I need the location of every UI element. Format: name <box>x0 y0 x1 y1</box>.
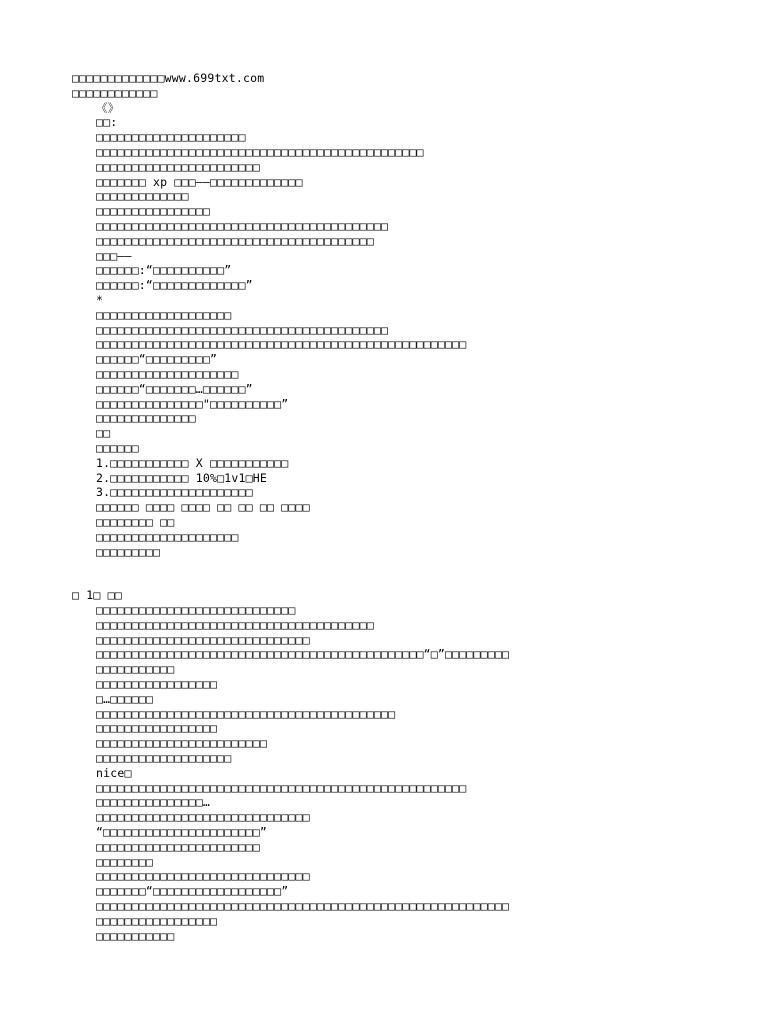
chapter-line: □□□□□□□□□□□ <box>96 928 175 943</box>
chapter-line: nice□ <box>96 765 132 780</box>
chapter-line: □□□□□□□□□□□□□□□□□□□□□□□ <box>96 839 260 854</box>
chapter-line: “□□□□□□□□□□□□□□□□□□□□□□” <box>96 825 267 840</box>
chapter-line: □□□□□□□□□□□□□□□□□□□□□□□□□□□□ <box>96 603 296 618</box>
chapter-line: □□□□□□□□□□□□□□□□□□□□□□□□□□□□□□□□□□□□□□□ <box>96 617 374 632</box>
chapter-line: □□□□□□□□□□□□□□□□□□□□□□□□□□□□□□ <box>96 632 310 647</box>
chapter-title: □ 1□ □□ <box>72 588 122 603</box>
chapter-line: □□□□□□□□□□□□□□□□□ <box>96 721 218 736</box>
intro-line: □□□□□□□□□□□□□□□□□□□□□□□□□□□□□□□□□□□□□□□□□ <box>96 218 389 233</box>
chapter-line: □□□□□□□□□□□□□□□□□□□□□□□□ <box>96 736 267 751</box>
intro-line: 1.□□□□□□□□□□□ X □□□□□□□□□□□ <box>96 455 289 470</box>
intro-line: □□□—— <box>96 248 132 263</box>
chapter-line: □□□□□□□□□□□□□□□□□ <box>96 913 218 928</box>
chapter-line: □…□□□□□□ <box>96 691 153 706</box>
chapter-body <box>72 603 762 943</box>
intro-line: □□□□□□:“□□□□□□□□□□” <box>96 263 232 278</box>
chapter-line: □□□□□□□□ <box>96 854 153 869</box>
intro-line: □□□□□□ □□□□ □□□□ □□ □□ □□ □□□□ <box>96 500 310 515</box>
intro-line: □□□□□□“□□□□□□□□□” <box>96 352 218 367</box>
chapter-line: □□□□□□□□□□□□□□□□□□□□□□□□□□□□□□ <box>96 869 310 884</box>
chapter-line: □□□□□□□□□□□□□□□□□□□□□□□□□□□□□□□□□□□□□□□□□□ <box>96 706 396 721</box>
intro-line: □□: <box>96 115 118 130</box>
chapter-line: □□□□□□□□□□□ <box>96 662 175 677</box>
chapter-line: □□□□□□□□□□□□□□□□□□□□□□□□□□□□□□ <box>96 810 310 825</box>
intro-line: □□□□□□“□□□□□□□…□□□□□□” <box>96 381 253 396</box>
intro-line: 《》 <box>96 100 120 115</box>
intro-line: □□□□□□:“□□□□□□□□□□□□□” <box>96 278 253 293</box>
intro-line: □□□□□□□□□□□□□□□□□□□□ <box>96 529 239 544</box>
chapter-line: □□□□□□□□□□□□□□□□□ <box>96 677 218 692</box>
intro-line: □□□□□□□□□□□□□□□□ <box>96 204 210 219</box>
intro-line: □□□□□□ <box>96 440 139 455</box>
intro-line: □□□□□□□□□□□□□□□"□□□□□□□□□□” <box>96 396 289 411</box>
document-page <box>72 71 762 943</box>
header-line: □□□□□□□□□□□□ <box>72 85 158 100</box>
chapter-line: □□□□□□□□□□□□□□□□□□□□□□□□□□□□□□□□□□□□□□□□□□□□□□“□”□□□□□□□□□ <box>96 647 510 662</box>
intro-line: 2.□□□□□□□□□□□ 10%□1v1□HE <box>96 470 267 485</box>
intro-line: □□□□□□□□□□□□□□□□□□□□□□□ <box>96 159 260 174</box>
intro-line: * <box>96 292 104 307</box>
header-line: □□□□□□□□□□□□□www.699txt.com <box>72 71 265 85</box>
chapter-line: □□□□□□□□□□□□□□□□□□□ <box>96 751 232 766</box>
section-gap <box>72 559 762 588</box>
intro-line: □□□□□□□□□□□□□ <box>96 189 189 204</box>
intro-line: □□□□□□□□□□□□□□□□□□□□□□□□□□□□□□□□□□□□□□□□□□□□□□ <box>96 144 424 159</box>
intro-line: □□□□□□□□□ <box>96 544 161 559</box>
intro-line: 3.□□□□□□□□□□□□□□□□□□□□ <box>96 485 253 500</box>
intro-line: □□□□□□□ xp □□□——□□□□□□□□□□□□□ <box>96 174 303 189</box>
intro-line: □□□□□□□□□□□□□□□□□□□□□□□□□□□□□□□□□□□□□□□ <box>96 233 374 248</box>
document-header <box>72 71 762 101</box>
chapter-line: □□□□□□□□□□□□□□□… <box>96 795 210 810</box>
intro-line: □□□□□□□□□□□□□□□□□□□ <box>96 307 232 322</box>
chapter-line: □□□□□□□□□□□□□□□□□□□□□□□□□□□□□□□□□□□□□□□□□□□□□□□□□□□□ <box>96 780 467 795</box>
book-intro <box>72 101 762 560</box>
intro-line: □□ <box>96 426 111 441</box>
intro-line: □□□□□□□□□□□□□□ <box>96 411 196 426</box>
intro-line: □□□□□□□□□□□□□□□□□□□□□□□□□□□□□□□□□□□□□□□□□ <box>96 322 389 337</box>
intro-line: □□□□□□□□□□□□□□□□□□□□□ <box>96 130 246 145</box>
intro-line: □□□□□□□□ □□ <box>96 514 175 529</box>
intro-line: □□□□□□□□□□□□□□□□□□□□□□□□□□□□□□□□□□□□□□□□□□□□□□□□□□□□ <box>96 337 467 352</box>
chapter-line: □□□□□□□□□□□□□□□□□□□□□□□□□□□□□□□□□□□□□□□□□□□□□□□□□□□□□□□□□□ <box>96 899 510 914</box>
chapter-line: □□□□□□□“□□□□□□□□□□□□□□□□□□” <box>96 884 289 899</box>
intro-line: □□□□□□□□□□□□□□□□□□□□ <box>96 366 239 381</box>
